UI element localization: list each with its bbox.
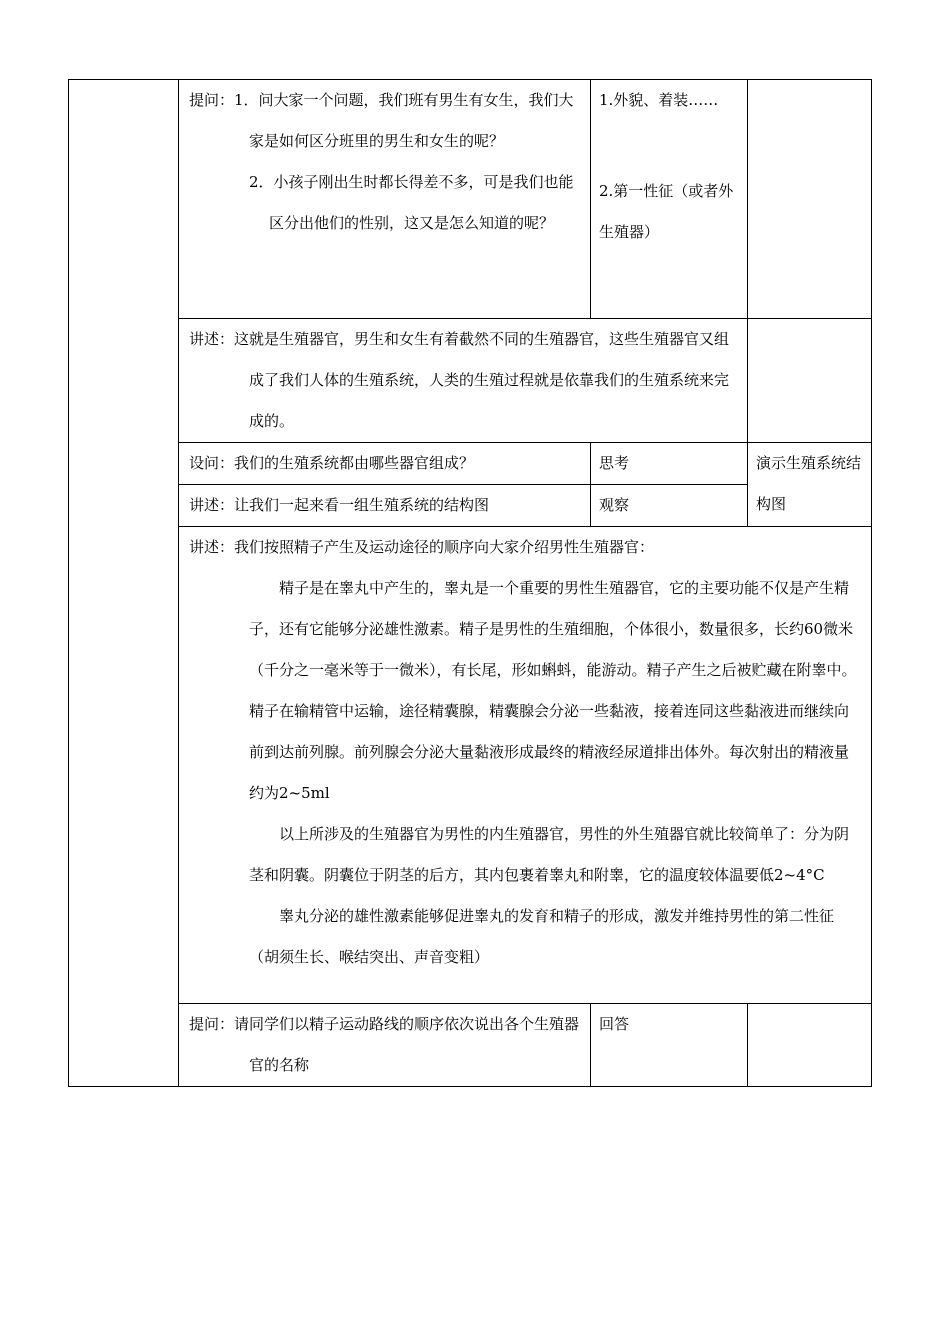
student-activity-cell: [591, 443, 748, 485]
teacher-activity-cell: [179, 80, 591, 319]
narration-text: 讲述：让我们一起来看一组生殖系统的结构图: [189, 496, 490, 514]
question-item-2: 2．小孩子刚出生时都长得差不多，可是我们也能区分出他们的性别，这又是怎么知道的呢？: [249, 173, 574, 232]
answer-1: 1.外貌、着装……: [599, 91, 719, 109]
paragraph-3: 睾丸分泌的雄性激素能够促进睾丸的发育和精子的形成，激发并维持男性的第二性征（胡须生长、喉结突出、声音变粗）: [249, 907, 835, 966]
student-response: 回答: [599, 1015, 630, 1033]
media-cell: [748, 1004, 872, 1087]
table-row: [69, 319, 872, 443]
table-row: [69, 527, 872, 1004]
table-row: [69, 80, 872, 319]
narration-intro: 讲述：我们按照精子产生及运动途径的顺序向大家介绍男性生殖器官：: [189, 538, 655, 556]
media-note: 演示生殖系统结构图: [756, 454, 862, 513]
student-response: 思考: [599, 454, 630, 472]
setup-question: 设问：我们的生殖系统都由哪些器官组成？: [189, 454, 475, 472]
teacher-activity-cell: [179, 1004, 591, 1087]
student-response: 观察: [599, 496, 630, 514]
teacher-activity-cell: [179, 485, 591, 527]
left-margin-cell: [69, 80, 179, 1087]
media-cell: [748, 443, 872, 527]
student-activity-cell: [591, 80, 748, 319]
teacher-activity-cell: [179, 443, 591, 485]
question-item-1: 提问：1．问大家一个问题，我们班有男生有女生，我们大家是如何区分班里的男生和女生的呢？: [189, 91, 574, 150]
answer-2: 2.第一性征（或者外生殖器）: [599, 182, 734, 241]
question-text: 提问：请同学们以精子运动路线的顺序依次说出各个生殖器官的名称: [189, 1015, 580, 1074]
media-cell: [748, 80, 872, 319]
table-row: [69, 1004, 872, 1087]
paragraph-2: 以上所涉及的生殖器官为男性的内生殖器官，男性的外生殖器官就比较简单了：分为阴茎和阴囊。阴囊位于阴茎的后方，其内包裹着睾丸和附睾，它的温度较体温要低2~4°C: [249, 825, 850, 884]
student-activity-cell: [591, 1004, 748, 1087]
table-row: [69, 443, 872, 485]
paragraph-1: 精子是在睾丸中产生的，睾丸是一个重要的男性生殖器官，它的主要功能不仅是产生精子，还有它能够分泌雄性激素。精子是男性的生殖细胞，个体很小，数量很多，长约60微米（千分之一毫米等于一微米），有长尾，形如蝌蚪，能游动。精子产生之后被贮藏在附睾中。精子在输精管中运输，途径精囊腺，精囊腺会分泌一些黏液，接着连同这些黏液进而继续向前到达前列腺。前列腺会分泌大量黏液形成最终的精液经尿道排出体外。每次射出的精液量约为2~5ml: [249, 579, 857, 802]
student-activity-cell: [591, 485, 748, 527]
narration-cell: [179, 527, 872, 1004]
narration-text: 讲述：这就是生殖器官，男生和女生有着截然不同的生殖器官，这些生殖器官又组成了我们人体的生殖系统，人类的生殖过程就是依靠我们的生殖系统来完成的。: [189, 330, 730, 430]
lesson-plan-table: [68, 79, 872, 1087]
media-cell: [748, 319, 872, 443]
narration-cell: [179, 319, 748, 443]
